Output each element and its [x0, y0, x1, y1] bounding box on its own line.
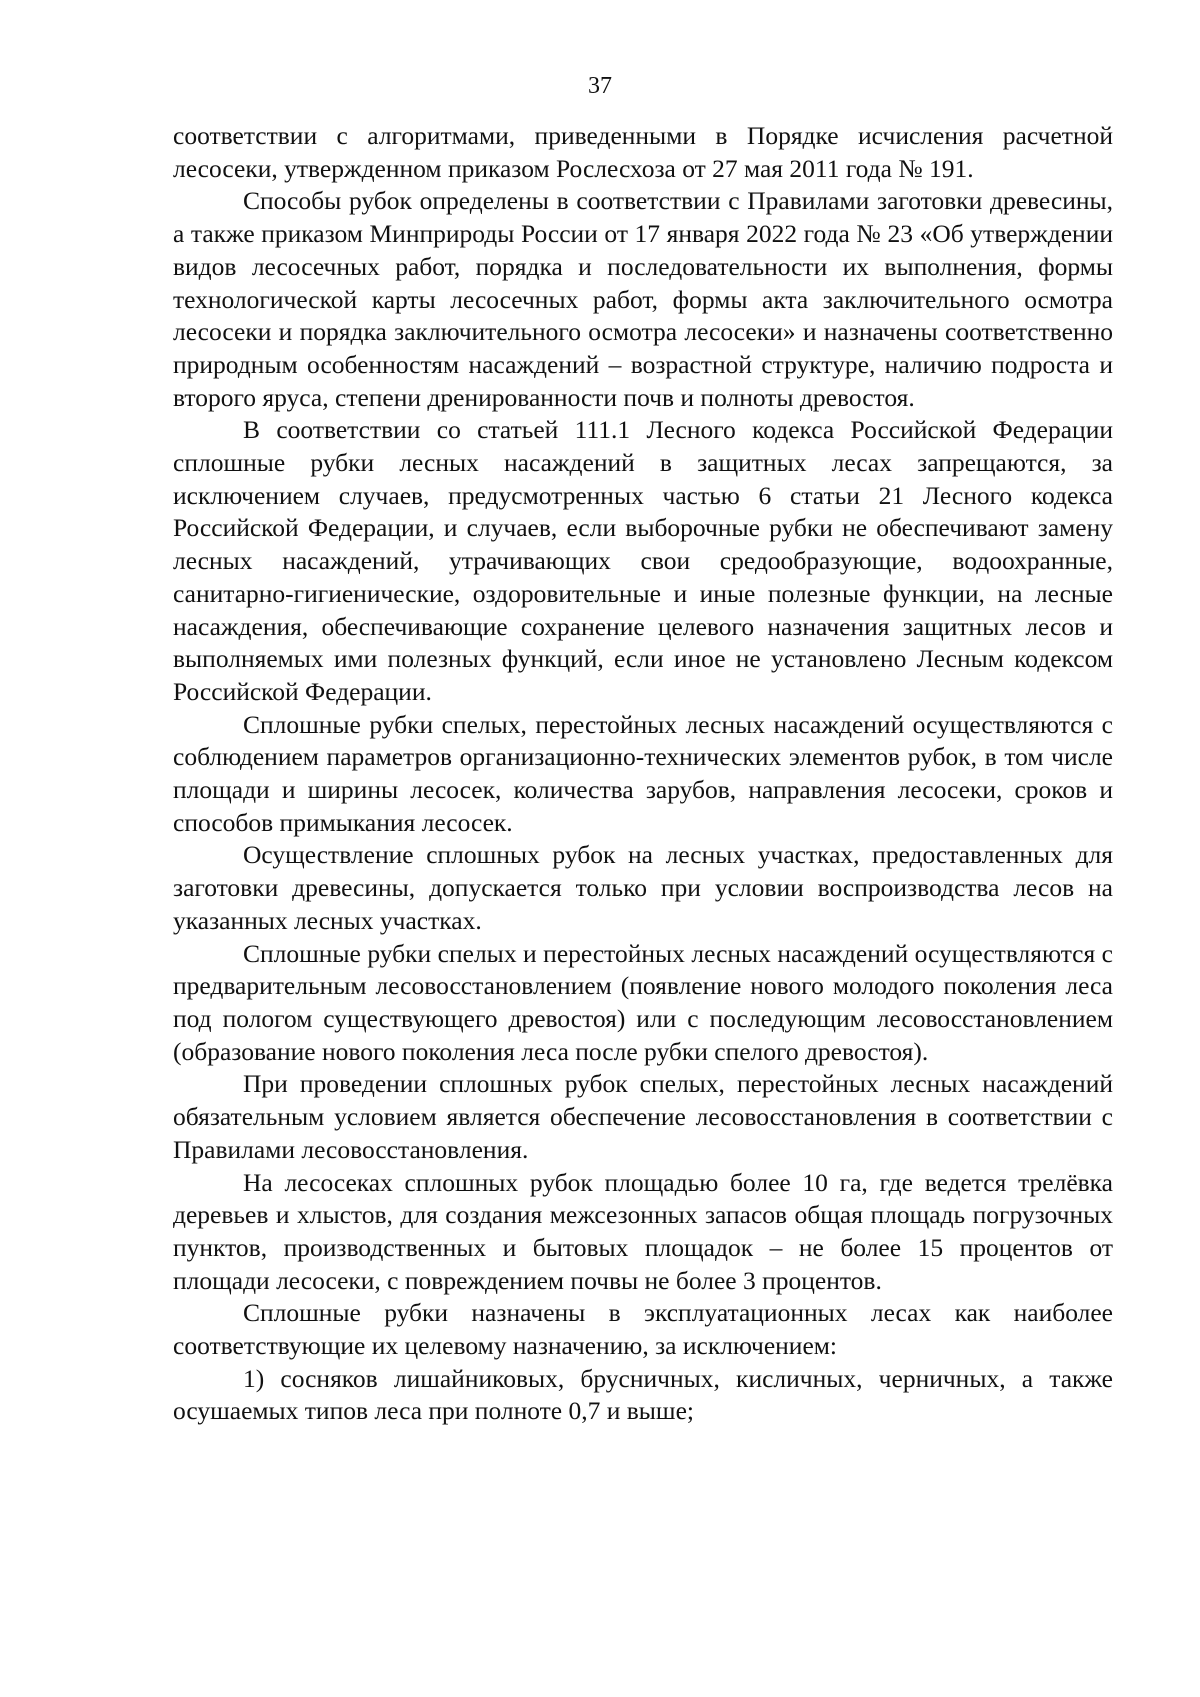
paragraph-clear-cutting-parameters: Сплошные рубки спелых, перестойных лесных насаждений осуществляются с соблюдением параметров организационно-технических элементов рубок, в том числе площади и ширины лесосек, количества зарубов, направления лесосеки, сроков и способов примыкания лесосек. — [173, 709, 1113, 837]
paragraph-reforestation-types: Сплошные рубки спелых и перестойных лесных насаждений осуществляются с предварительным лесовосстановлением (появление нового молодого поколения леса под пологом существующего древостоя) или с последующим лесовосстановлением (образование нового поколения леса после рубки спелого древостоя). — [173, 938, 1113, 1066]
paragraph-loading-areas: На лесосеках сплошных рубок площадью более 10 га, где ведется трелёвка деревьев и хлыстов, для создания межсезонных запасов общая площадь погрузочных пунктов, производственных и бытовых площадок – не более 15 процентов от площади лесосеки, с повреждением почвы не более 3 процентов. — [173, 1167, 1113, 1295]
paragraph-continuation: соответствии с алгоритмами, приведенными в Порядке исчисления расчетной лесосеки, утвержденном приказом Рослесхоза от 27 мая 2011 года № 191. — [173, 121, 1113, 183]
paragraph-reproduction-condition: Осуществление сплошных рубок на лесных участках, предоставленных для заготовки древесины, допускается только при условии воспроизводства лесов на указанных лесных участках. — [173, 840, 1113, 935]
paragraph-mandatory-condition: При проведении сплошных рубок спелых, перестойных лесных насаждений обязательным условием является обеспечение лесовосстановления в соответствии с Правилами лесовосстановления. — [173, 1069, 1113, 1164]
page-number: 37 — [588, 73, 612, 99]
paragraph-exploitation-forests: Сплошные рубки назначены в эксплуатационных лесах как наиболее соответствующие их целевому назначению, за исключением: — [173, 1298, 1113, 1361]
paragraph-article-111-1: В соответствии со статьей 111.1 Лесного кодекса Российской Федерации сплошные рубки лесных насаждений в защитных лесах запрещаются, за исключением случаев, предусмотренных частью 6 статьи 21 Лесного кодекса Российской Федерации, и случаев, если выборочные рубки не обеспечивают замену лесных насаждений, утрачивающих свои средообразующие, водоохранные, санитарно-гигиенические, оздоровительные и иные полезные функции, на лесные насаждения, обеспечивающие сохранение целевого назначения защитных лесов и выполняемых ими полезных функций, если иное не установлено Лесным кодексом Российской Федерации. — [173, 415, 1113, 706]
paragraph-felling-methods: Способы рубок определены в соответствии с Правилами заготовки древесины, а также приказом Минприроды России от 17 января 2022 года № 23 «Об утверждении видов лесосечных работ, порядка и последовательности их выполнения, формы технологической карты лесосечных работ, формы акта заключительного осмотра лесосеки и порядка заключительного осмотра лесосеки» и назначены соответственно природным особенностям насаждений – возрастной структуре, наличию подроста и второго яруса, степени дренированности почв и полноты древостоя. — [173, 186, 1113, 412]
list-item-1: 1) сосняков лишайниковых, брусничных, кисличных, черничных, а также осушаемых типов леса при полноте 0,7 и выше; — [173, 1363, 1113, 1426]
document-body — [173, 120, 1113, 1428]
